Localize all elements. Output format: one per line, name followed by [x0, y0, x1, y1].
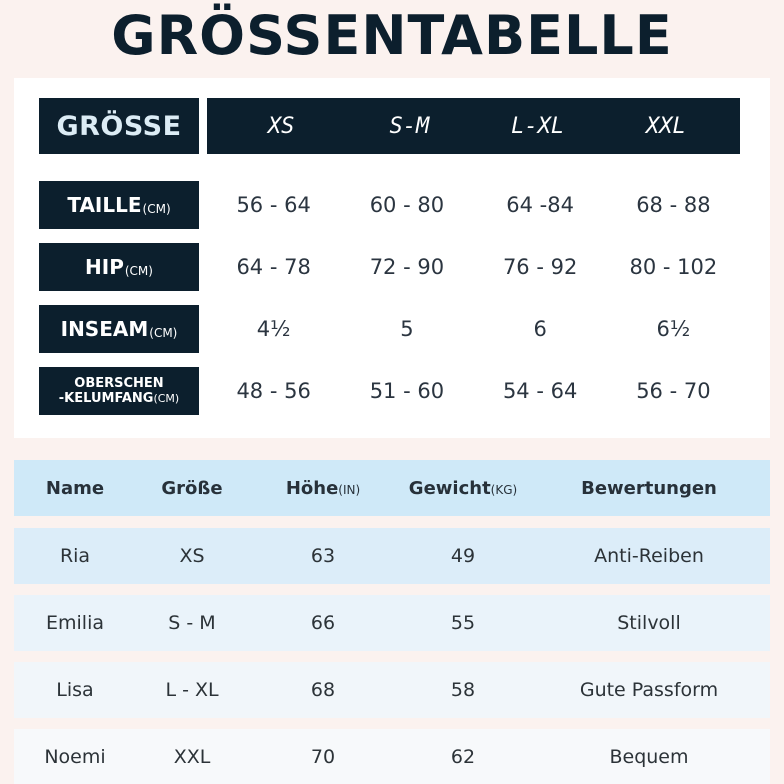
col-weight-unit: (KG): [490, 482, 518, 497]
row-label-unit: (CM): [124, 264, 153, 278]
cell-rating: Bequem: [609, 745, 689, 768]
cell-weight: 62: [450, 745, 476, 768]
value-cell: 68 - 88: [636, 193, 711, 217]
row-label-unit: (CM): [142, 202, 171, 216]
table-row: [14, 729, 770, 784]
value-cell: 54 - 64: [502, 379, 578, 403]
cell-height: 66: [310, 612, 336, 634]
value-cell: 6½: [656, 317, 691, 341]
value-cell: 64 -84: [506, 193, 574, 217]
cell-rating: Gute Passform: [579, 679, 719, 701]
size-xxl: XXL: [646, 113, 686, 139]
cell-size: XXL: [173, 745, 211, 768]
value-cell: 60 - 80: [369, 193, 445, 217]
row-label-unit: (CM): [153, 392, 180, 405]
cell-name: Lisa: [56, 679, 94, 701]
table-row: [14, 662, 770, 718]
cell-weight: 58: [450, 679, 476, 701]
row-label-hip: [39, 243, 199, 291]
row-label-text: HIP: [85, 255, 124, 279]
value-cell: 72 - 90: [369, 255, 445, 279]
size-chart-panel: [14, 78, 770, 438]
row-label-text: TAILLE: [67, 193, 142, 217]
page-title: GRÖSSENTABELLE: [111, 3, 673, 67]
value-cell: 51 - 60: [369, 379, 445, 403]
col-weight: [398, 478, 528, 499]
col-size: Größe: [161, 477, 223, 499]
cell-height: 68: [310, 679, 336, 701]
size-header-label: GRÖSSE: [39, 98, 199, 154]
row-label-line2-wrap: [59, 391, 179, 406]
cell-weight: 55: [450, 612, 476, 634]
value-cell: 4½: [256, 317, 291, 341]
cell-size: S - M: [168, 612, 216, 634]
value-cell: 6: [533, 317, 547, 341]
cell-size: XS: [179, 545, 205, 567]
size-s-m: S-M: [389, 113, 430, 139]
col-height-unit: (IN): [338, 482, 361, 497]
col-rating: Bewertungen: [581, 477, 717, 499]
cell-rating: Anti-Reiben: [594, 545, 704, 567]
row-values-taille: [207, 181, 740, 229]
cell-name: Emilia: [46, 612, 104, 634]
col-weight-label: Gewicht: [408, 477, 491, 499]
table-row: [14, 528, 770, 584]
row-label-unit: (CM): [149, 326, 178, 340]
cell-name: Ria: [59, 545, 91, 567]
cell-rating: Stilvoll: [617, 612, 681, 634]
value-cell: 64 - 78: [236, 255, 311, 279]
value-cell: 56 - 70: [636, 379, 711, 403]
row-label-line2: -KELUMFANG: [58, 391, 154, 406]
value-cell: 5: [400, 317, 414, 341]
cell-height: 70: [310, 745, 336, 768]
size-xs: XS: [267, 113, 295, 139]
reviews-header-row: [14, 460, 770, 516]
row-label-line1: OBERSCHEN: [74, 376, 164, 391]
size-header-bar: [207, 98, 740, 154]
col-name: Name: [45, 477, 105, 499]
cell-weight: 49: [450, 545, 476, 567]
table-row: [14, 595, 770, 651]
cell-height: 63: [310, 545, 336, 567]
row-values-oberschenkelumfang: [207, 367, 740, 415]
col-height: [248, 478, 398, 499]
row-label-text: INSEAM: [60, 317, 149, 341]
cell-name: Noemi: [44, 745, 106, 768]
value-cell: 56 - 64: [236, 193, 311, 217]
row-values-hip: [207, 243, 740, 291]
value-cell: 48 - 56: [236, 379, 311, 403]
row-label-oberschenkelumfang: [39, 367, 199, 415]
row-label-taille: [39, 181, 199, 229]
value-cell: 80 - 102: [629, 255, 718, 279]
row-values-inseam: [207, 305, 740, 353]
value-cell: 76 - 92: [502, 255, 578, 279]
col-height-label: Höhe: [285, 477, 339, 499]
cell-size: L - XL: [165, 679, 219, 701]
row-label-inseam: [39, 305, 199, 353]
size-l-xl: L-XL: [511, 113, 565, 139]
